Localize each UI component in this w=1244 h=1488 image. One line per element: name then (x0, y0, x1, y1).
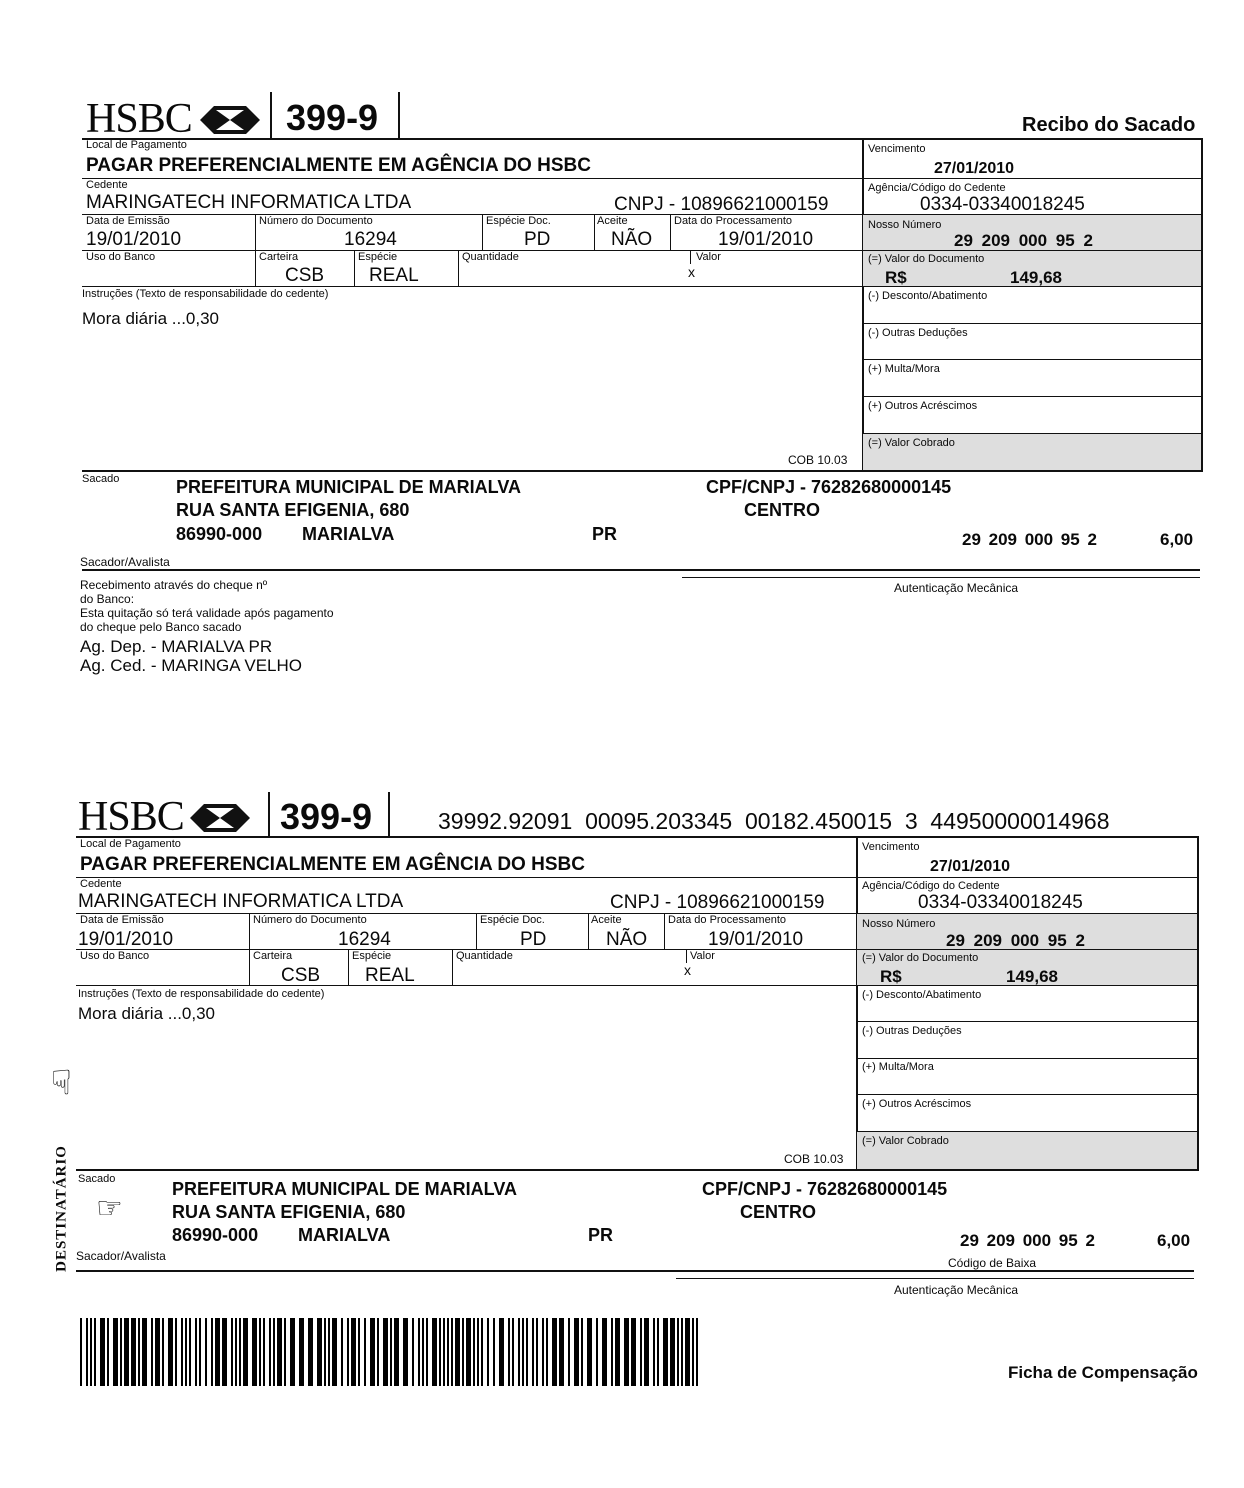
nosso-numero: 29 209 000 95 2 (954, 231, 1093, 250)
sacado-cep-2: 86990-000 (172, 1225, 259, 1245)
sacado-bairro: CENTRO (744, 500, 820, 520)
barcode (80, 1318, 706, 1386)
sacado-codigo-2: 29 209 000 95 2 (960, 1231, 1095, 1250)
label-valor-documento: (=) Valor do Documento (868, 253, 985, 265)
label-carteira: Carteira (259, 251, 299, 263)
label-instrucoes-2: Instruções (Texto de responsabilidade do cedente) (78, 988, 325, 1000)
label-desconto: (-) Desconto/Abatimento (868, 290, 988, 302)
especie-doc: PD (524, 229, 551, 250)
sacado-cep: 86990-000 (176, 524, 263, 544)
bank-code-2: 399-9 (280, 796, 373, 837)
label-outros-acrescimos: (+) Outros Acréscimos (868, 400, 978, 412)
label-valor-cobrado-2: (=) Valor Cobrado (862, 1135, 949, 1147)
instrucoes: Mora diária ...0,30 (82, 309, 220, 328)
sacado-cidade: MARIALVA (302, 524, 395, 544)
aceite: NÃO (611, 229, 653, 250)
label-uso-banco-2: Uso do Banco (80, 950, 150, 962)
ag-dep: Ag. Dep. - MARIALVA PR (80, 637, 273, 656)
label-valor-cobrado: (=) Valor Cobrado (868, 437, 955, 449)
hsbc-logo-text: HSBC (86, 96, 192, 142)
recibo-title: Recibo do Sacado (1022, 114, 1196, 136)
data-processamento-2: 19/01/2010 (708, 929, 804, 950)
numero-documento-2: 16294 (338, 929, 391, 950)
currency: R$ (885, 268, 907, 287)
linha-digitavel: 39992.92091 00095.203345 00182.450015 3 44950000014968 (438, 808, 1110, 834)
pointing-hand-down-icon: ☞ (42, 1066, 81, 1098)
label-nosso-numero: Nosso Número (868, 219, 942, 231)
sacado-endereco-2: RUA SANTA EFIGENIA, 680 (172, 1202, 406, 1222)
sacado-valor-2: 6,00 (1157, 1231, 1191, 1250)
valor-x: x (688, 264, 695, 280)
label-especie-2: Espécie (352, 950, 392, 962)
agencia-codigo: 0334-03340018245 (920, 194, 1085, 215)
numero-documento: 16294 (344, 229, 397, 250)
sacado-uf: PR (592, 524, 618, 544)
sacado-uf-2: PR (588, 1225, 614, 1245)
label-valor-documento-2: (=) Valor do Documento (862, 952, 979, 964)
label-outras-deducoes-2: (-) Outras Deduções (862, 1025, 962, 1037)
sacado-endereco: RUA SANTA EFIGENIA, 680 (176, 500, 410, 520)
label-sacado: Sacado (82, 473, 120, 485)
valor-documento: 149,68 (1010, 268, 1062, 287)
carteira: CSB (285, 265, 325, 286)
local-pagamento-2: PAGAR PREFERENCIALMENTE EM AGÊNCIA DO HSBC (80, 854, 585, 875)
cnpj: CNPJ - 10896621000159 (614, 194, 829, 215)
label-aceite: Aceite (597, 215, 628, 227)
destinatario-label: DESTINATÁRIO (53, 1145, 70, 1272)
ficha-compensacao-title: Ficha de Compensação (1008, 1363, 1198, 1382)
label-data-emissao: Data de Emissão (86, 215, 170, 227)
cnpj-2: CNPJ - 10896621000159 (610, 892, 825, 913)
label-aceite-2: Aceite (591, 914, 622, 926)
especie-doc-2: PD (520, 929, 547, 950)
label-autenticacao: Autenticação Mecânica (894, 581, 1019, 595)
agencia-codigo-2: 0334-03340018245 (918, 892, 1083, 913)
sacado-cidade-2: MARIALVA (298, 1225, 391, 1245)
hsbc-logo-text-2: HSBC (78, 794, 184, 840)
label-sacado-2: Sacado (78, 1173, 116, 1185)
sacado-valor: 6,00 (1160, 530, 1194, 549)
hsbc-hexagon-icon (200, 104, 260, 136)
label-local-pagamento-2: Local de Pagamento (80, 838, 181, 850)
label-instrucoes: Instruções (Texto de responsabilidade do cedente) (82, 288, 329, 300)
cheque-line-3: Esta quitação só terá validade após pagamento (80, 606, 334, 620)
currency-2: R$ (880, 967, 902, 986)
label-valor-2: Valor (690, 950, 715, 962)
label-desconto-2: (-) Desconto/Abatimento (862, 989, 982, 1001)
label-multa-2: (+) Multa/Mora (862, 1061, 934, 1073)
cheque-line-4: do cheque pelo Banco sacado (80, 620, 242, 634)
label-numero-documento: Número do Documento (259, 215, 373, 227)
label-quantidade-2: Quantidade (456, 950, 513, 962)
cob: COB 10.03 (788, 453, 848, 467)
cheque-line-2: do Banco: (80, 592, 135, 606)
label-outras-deducoes: (-) Outras Deduções (868, 327, 968, 339)
label-carteira-2: Carteira (253, 950, 293, 962)
bank-code: 399-9 (286, 97, 379, 138)
label-cedente: Cedente (86, 179, 128, 191)
valor-documento-2: 149,68 (1006, 967, 1058, 986)
carteira-2: CSB (281, 965, 321, 986)
label-quantidade: Quantidade (462, 251, 519, 263)
sacado-codigo: 29 209 000 95 2 (962, 530, 1097, 549)
label-multa: (+) Multa/Mora (868, 363, 940, 375)
label-agencia-codigo-2: Agência/Código do Cedente (862, 880, 1000, 892)
label-cedente-2: Cedente (80, 878, 122, 890)
label-numero-documento-2: Número do Documento (253, 914, 367, 926)
label-sacador: Sacador/Avalista (80, 555, 170, 569)
label-especie-doc: Espécie Doc. (486, 215, 551, 227)
label-especie-doc-2: Espécie Doc. (480, 914, 545, 926)
sacado-cpf-cnpj: CPF/CNPJ - 76282680000145 (706, 477, 952, 497)
aceite-2: NÃO (606, 929, 648, 950)
especie: REAL (369, 265, 419, 286)
data-processamento: 19/01/2010 (718, 229, 814, 250)
label-data-emissao-2: Data de Emissão (80, 914, 164, 926)
cedente-2: MARINGATECH INFORMATICA LTDA (78, 891, 404, 912)
label-nosso-numero-2: Nosso Número (862, 918, 936, 930)
data-emissao-2: 19/01/2010 (78, 929, 174, 950)
label-data-processamento-2: Data do Processamento (668, 914, 787, 926)
label-vencimento-2: Vencimento (862, 841, 920, 853)
ag-ced: Ag. Ced. - MARINGA VELHO (80, 656, 303, 675)
label-autenticacao-2: Autenticação Mecânica (894, 1283, 1019, 1297)
label-agencia-codigo: Agência/Código do Cedente (868, 182, 1006, 194)
label-especie: Espécie (358, 251, 398, 263)
sacado-nome-2: PREFEITURA MUNICIPAL DE MARIALVA (172, 1179, 517, 1199)
local-pagamento: PAGAR PREFERENCIALMENTE EM AGÊNCIA DO HSBC (86, 155, 591, 176)
nosso-numero-2: 29 209 000 95 2 (946, 931, 1085, 950)
valor-x-2: x (684, 962, 691, 978)
vencimento-2: 27/01/2010 (930, 858, 1011, 875)
sacado-nome: PREFEITURA MUNICIPAL DE MARIALVA (176, 477, 521, 497)
pointing-hand-right-icon: ☞ (96, 1192, 123, 1225)
vencimento: 27/01/2010 (934, 160, 1015, 177)
label-sacador-2: Sacador/Avalista (76, 1249, 166, 1263)
label-vencimento: Vencimento (868, 143, 926, 155)
label-local-pagamento: Local de Pagamento (86, 139, 187, 151)
label-uso-banco: Uso do Banco (86, 251, 156, 263)
sacado-bairro-2: CENTRO (740, 1202, 816, 1222)
sacado-cpf-cnpj-2: CPF/CNPJ - 76282680000145 (702, 1179, 948, 1199)
cheque-line-1: Recebimento através do cheque nº (80, 578, 268, 592)
cedente: MARINGATECH INFORMATICA LTDA (86, 192, 412, 213)
label-valor: Valor (696, 251, 721, 263)
data-emissao: 19/01/2010 (86, 229, 182, 250)
instrucoes-2: Mora diária ...0,30 (78, 1004, 216, 1023)
hsbc-hexagon-icon-2 (190, 802, 250, 834)
label-data-processamento: Data do Processamento (674, 215, 793, 227)
especie-2: REAL (365, 965, 415, 986)
label-outros-acrescimos-2: (+) Outros Acréscimos (862, 1098, 972, 1110)
cob-2: COB 10.03 (784, 1152, 844, 1166)
label-codigo-baixa: Código de Baixa (948, 1256, 1037, 1270)
